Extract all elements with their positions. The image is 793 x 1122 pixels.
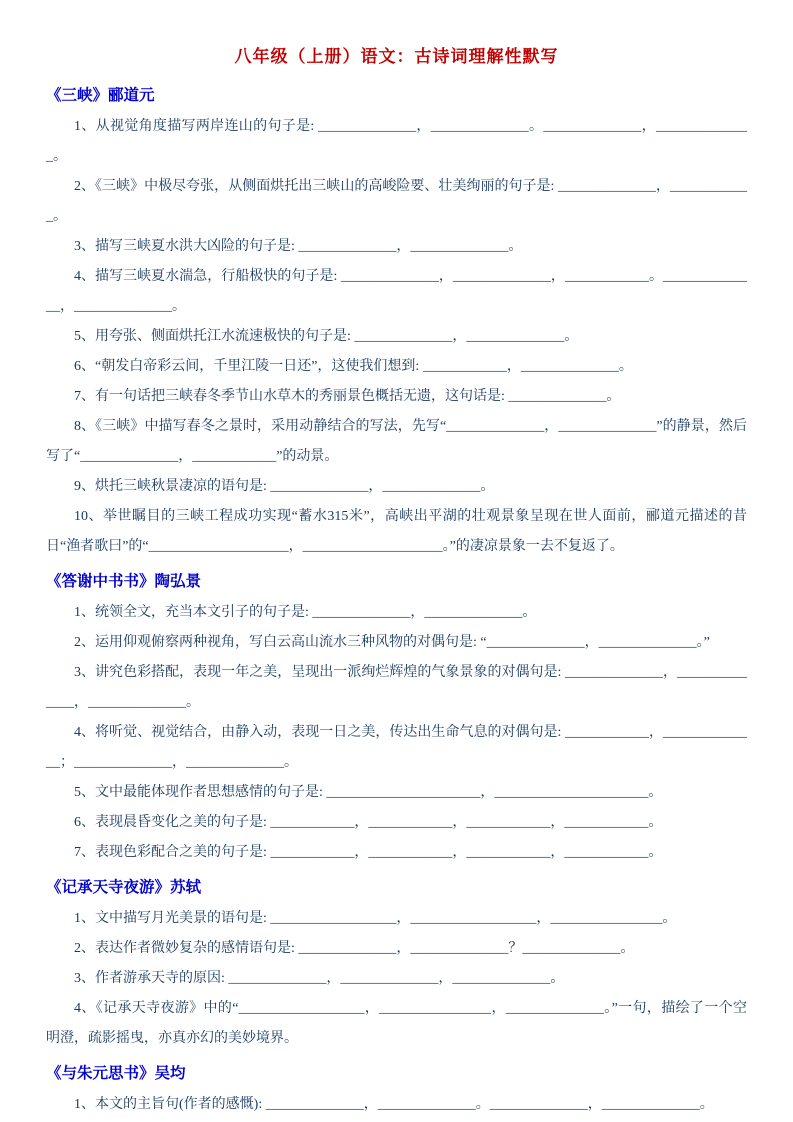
question-item: 5、用夸张、侧面烘托江水流速极快的句子是: ______________，______________。 xyxy=(74,329,579,344)
page-title: 八年级（上册）语文：古诗词理解性默写 xyxy=(234,47,559,66)
question-item: 6、“朝发白帝彩云间，千里江陵一日还”，这使我们想到: ____________，______________。 xyxy=(74,359,633,374)
question-item: 7、表现色彩配合之美的句子是: ____________，____________，____________，____________。 xyxy=(74,845,663,860)
question-item: 1、从视觉角度描写两岸连山的句子是: ______________，______________。______________，______________。 xyxy=(46,119,747,164)
question-item: 5、文中最能体现作者思想感情的句子是: ______________________，______________________。 xyxy=(74,785,663,800)
question-item: 1、统领全文，充当本文引子的句子是: ______________，______________。 xyxy=(74,605,537,620)
question-item: 3、作者游承天寺的原因: ______________，______________，______________。 xyxy=(74,971,565,986)
question-item: 2、《三峡》中极尽夸张，从侧面烘托出三峡山的高峻险要、壮美绚丽的句子是: ______________，____________。 xyxy=(46,179,747,224)
question-item: 1、文中描写月光美景的语句是: __________________，__________________，________________。 xyxy=(74,911,677,926)
question-item: 1、本文的主旨句(作者的感慨): ______________，______________。______________，______________。 xyxy=(74,1097,714,1112)
section-heading-daxiezhongshushu: 《答谢中书书》陶弘景 xyxy=(46,573,202,590)
question-item: 8、《三峡》中描写春冬之景时，采用动静结合的写法，先写“______________，______________”的静景，然后写了“______________，____________”的动景。 xyxy=(46,419,747,464)
question-item: 4、将听觉、视觉结合，由静入动，表现一日之美，传达出生命气息的对偶句是: ____________，______________；______________，______________。 xyxy=(46,725,747,770)
question-item: 2、表达作者微妙复杂的感情语句是: ______________，______________？______________。 xyxy=(74,941,635,956)
question-item: 4、描写三峡夏水湍急，行船极快的句子是: ______________，______________，____________。______________，______________。 xyxy=(46,269,747,314)
question-item: 6、表现晨昏变化之美的句子是: ____________，____________，____________，____________。 xyxy=(74,815,663,830)
question-item: 10、举世瞩目的三峡工程成功实现“蓄水315米”，高峡出平湖的壮观景象呈现在世人面前，郦道元描述的昔日“渔者歌曰”的“____________________，____________________。”的凄凉景象一去不复返了。 xyxy=(46,509,747,554)
question-item: 3、描写三峡夏水洪大凶险的句子是: ______________，______________。 xyxy=(74,239,523,254)
question-item: 9、烘托三峡秋景凄凉的语句是: ______________，______________。 xyxy=(74,479,495,494)
question-item: 3、讲究色彩搭配，表现一年之美，呈现出一派绚烂辉煌的气象景象的对偶句是: ______________，______________，______________。 xyxy=(46,665,747,710)
question-item: 7、有一句话把三峡春冬季节山水草木的秀丽景色概括无遗，这句话是: ______________。 xyxy=(74,389,621,404)
question-item: 2、运用仰观俯察两种视角，写白云高山流水三种风物的对偶句是: “______________，______________。” xyxy=(74,635,710,650)
section-heading-jichengtiansiyeyou: 《记承天寺夜游》苏轼 xyxy=(46,879,202,896)
section-heading-yuzhuyuansishu: 《与朱元思书》吴均 xyxy=(46,1065,186,1082)
question-item: 4、《记承天寺夜游》中的“__________________，________________，______________。”一句，描绘了一个空明澄，疏影摇曳，亦真亦幻的美妙境界。 xyxy=(46,1001,747,1046)
section-heading-sanxia: 《三峡》郦道元 xyxy=(46,87,155,104)
